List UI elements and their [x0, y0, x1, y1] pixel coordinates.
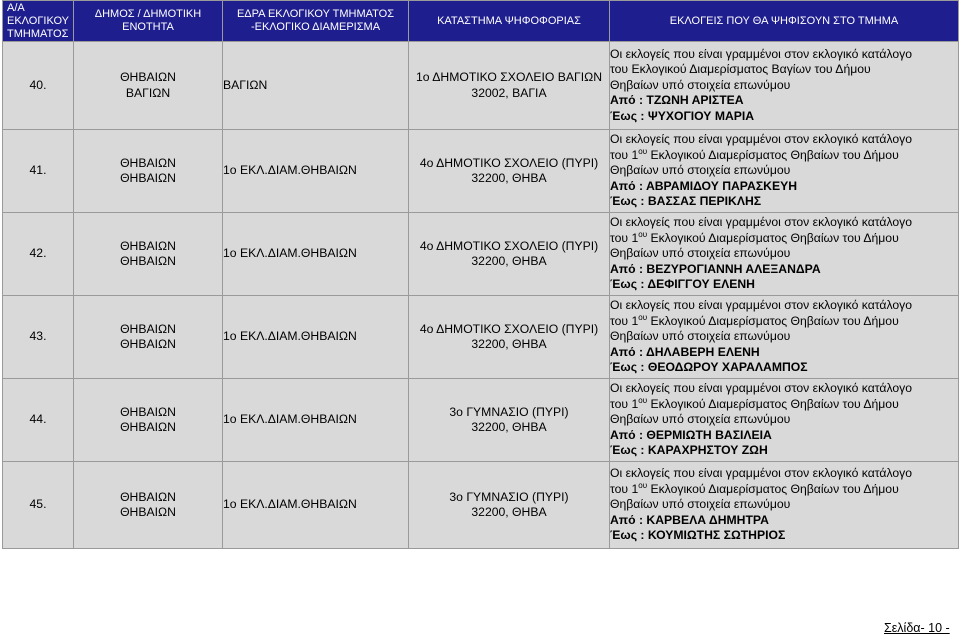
voters-line2-start: του 1	[610, 396, 639, 411]
electoral-seat: 1ο ΕΚΛ.ΔΙΑΜ.ΘΗΒΑΙΩΝ	[223, 497, 357, 512]
municipality-name: ΘΗΒΑΙΩΝ	[120, 155, 176, 170]
polling-station-cell	[409, 379, 610, 462]
header-voters: ΕΚΛΟΓΕΙΣ ΠΟΥ ΘΑ ΨΗΦΙΣΟΥΝ ΣΤΟ ΤΜΗΜΑ	[610, 1, 959, 42]
voters-line2-end: Εκλογικού Διαμερίσματος Θηβαίων του Δήμου	[647, 230, 899, 245]
voters-description-line3: Θηβαίων υπό στοιχεία επωνύμου	[610, 163, 791, 178]
electoral-seat: 1ο ΕΚΛ.ΔΙΑΜ.ΘΗΒΑΙΩΝ	[223, 246, 357, 261]
municipality-cell	[74, 42, 223, 130]
electoral-seat-cell	[223, 379, 409, 462]
electoral-seat-cell	[223, 130, 409, 213]
voters-description-line3: Θηβαίων υπό στοιχεία επωνύμου	[610, 77, 791, 92]
header-station: ΚΑΤΑΣΤΗΜΑ ΨΗΦΟΦΟΡΙΑΣ	[409, 1, 610, 42]
row-number-text: 41.	[29, 163, 47, 178]
municipal-unit-name: ΘΗΒΑΙΩΝ	[120, 420, 176, 434]
electoral-seat-cell	[223, 42, 409, 130]
municipality-cell	[74, 462, 223, 549]
header-index: Α/Α ΕΚΛΟΓΙΚΟΥ ΤΜΗΜΑΤΟΣ	[3, 1, 74, 42]
page-number: - 10 -	[920, 621, 950, 635]
table-row	[3, 296, 959, 379]
voters-description-line2	[610, 62, 958, 78]
row-number-text: 40.	[29, 77, 47, 92]
polling-station-address: 32200, ΘΗΒΑ	[471, 171, 547, 185]
municipality-name: ΘΗΒΑΙΩΝ	[120, 489, 176, 504]
municipality-name: ΘΗΒΑΙΩΝ	[120, 321, 176, 336]
polling-station-cell	[409, 130, 610, 213]
header-municipality: ΔΗΜΟΣ / ΔΗΜΟΤΙΚΗ ΕΝΟΤΗΤΑ	[74, 1, 223, 42]
voters-line2-start: του 1	[610, 147, 639, 162]
polling-station-name: 4ο ΔΗΜΟΤΙΚΟ ΣΧΟΛΕΙΟ (ΠΥΡΙ)	[419, 321, 599, 336]
polling-station-address: 32002, ΒΑΓΙΑ	[471, 85, 547, 100]
table-row	[3, 462, 959, 549]
polling-station-address: 32200, ΘΗΒΑ	[471, 505, 547, 519]
voters-from-surname: Από : ΔΗΛΑΒΕΡΗ ΕΛΕΝΗ	[610, 344, 760, 359]
ordinal-suffix: ου	[638, 480, 648, 490]
voters-description-line1: Οι εκλογείς που είναι γραμμένοι στον εκλογικό κατάλογο	[610, 466, 913, 481]
table-row	[3, 213, 959, 296]
row-number	[3, 462, 74, 549]
row-number-text: 44.	[29, 412, 47, 427]
voters-cell	[610, 213, 959, 296]
polling-station-cell	[409, 42, 610, 130]
polling-station-cell	[409, 462, 610, 549]
voters-description-line1: Οι εκλογείς που είναι γραμμένοι στον εκλογικό κατάλογο	[610, 381, 913, 396]
voters-from-surname: Από : ΒΕΖΥΡΟΓΙΑΝΝΗ ΑΛΕΞΑΝΔΡΑ	[610, 261, 821, 276]
voters-description-line1: Οι εκλογείς που είναι γραμμένοι στον εκλογικό κατάλογο	[610, 215, 913, 230]
voters-cell	[610, 42, 959, 130]
row-number	[3, 296, 74, 379]
municipality-name: ΘΗΒΑΙΩΝ	[120, 238, 176, 253]
row-number-text: 43.	[29, 329, 47, 344]
municipal-unit-name: ΘΗΒΑΙΩΝ	[120, 337, 176, 351]
voters-to-surname: Έως : ΚΟΥΜΙΩΤΗΣ ΣΩΤΗΡΙΟΣ	[610, 528, 786, 543]
electoral-seat: 1ο ΕΚΛ.ΔΙΑΜ.ΘΗΒΑΙΩΝ	[223, 412, 357, 427]
page-label: Σελίδα	[884, 621, 921, 635]
voters-line2-start: του 1	[610, 313, 639, 328]
polling-station-name: 1ο ΔΗΜΟΤΙΚΟ ΣΧΟΛΕΙΟ ΒΑΓΙΩΝ	[415, 70, 602, 84]
polling-station-address: 32200, ΘΗΒΑ	[471, 420, 547, 434]
polling-station-name: 4ο ΔΗΜΟΤΙΚΟ ΣΧΟΛΕΙΟ (ΠΥΡΙ)	[419, 238, 599, 253]
voters-line2-start: του 1	[610, 230, 639, 245]
voters-description-line1: Οι εκλογείς που είναι γραμμένοι στον εκλογικό κατάλογο	[610, 132, 913, 147]
polling-station-address: 32200, ΘΗΒΑ	[471, 337, 547, 351]
municipality-cell	[74, 379, 223, 462]
ordinal-suffix: ου	[638, 146, 648, 156]
row-number	[3, 213, 74, 296]
electoral-seat: 1ο ΕΚΛ.ΔΙΑΜ.ΘΗΒΑΙΩΝ	[223, 329, 357, 344]
table-row	[3, 42, 959, 130]
row-number	[3, 379, 74, 462]
voters-cell	[610, 462, 959, 549]
electoral-seat: ΒΑΓΙΩΝ	[223, 77, 268, 92]
polling-station-cell	[409, 213, 610, 296]
row-number	[3, 130, 74, 213]
municipal-unit-name: ΒΑΓΙΩΝ	[125, 85, 171, 100]
voters-line2-end: Εκλογικού Διαμερίσματος Θηβαίων του Δήμου	[647, 396, 899, 411]
municipality-name: ΘΗΒΑΙΩΝ	[120, 404, 176, 419]
voters-from-surname: Από : ΤΖΩΝΗ ΑΡΙΣΤΕΑ	[610, 93, 744, 108]
voters-description-line2	[610, 482, 958, 498]
ordinal-suffix: ου	[638, 229, 648, 239]
polling-stations-table	[2, 0, 959, 549]
electoral-seat-cell	[223, 296, 409, 379]
voters-description-line1: Οι εκλογείς που είναι γραμμένοι στον εκλογικό κατάλογο	[610, 298, 913, 313]
voters-from-surname: Από : ΘΕΡΜΙΩΤΗ ΒΑΣΙΛΕΙΑ	[610, 427, 772, 442]
polling-station-name: 3ο ΓΥΜΝΑΣΙΟ (ΠΥΡΙ)	[449, 404, 569, 419]
ordinal-suffix: ου	[638, 395, 648, 405]
voters-description-line2	[610, 314, 958, 330]
voters-to-surname: Έως : ΒΑΣΣΑΣ ΠΕΡΙΚΛΗΣ	[610, 194, 762, 209]
polling-station-name: 3ο ΓΥΜΝΑΣΙΟ (ΠΥΡΙ)	[449, 489, 569, 504]
voters-from-surname: Από : ΚΑΡΒΕΛΑ ΔΗΜΗΤΡΑ	[610, 512, 769, 527]
polling-station-address: 32200, ΘΗΒΑ	[471, 254, 547, 268]
voters-cell	[610, 379, 959, 462]
table-row	[3, 130, 959, 213]
voters-description-line2	[610, 397, 958, 413]
voters-to-surname: Έως : ΔΕΦΙΓΓΟΥ ΕΛΕΝΗ	[610, 277, 755, 292]
row-number	[3, 42, 74, 130]
row-number-text: 45.	[29, 497, 47, 512]
ordinal-suffix: ου	[638, 312, 648, 322]
voters-description-line3: Θηβαίων υπό στοιχεία επωνύμου	[610, 246, 791, 261]
voters-line2-start: του 1	[610, 481, 639, 496]
page-footer	[884, 621, 950, 635]
voters-cell	[610, 130, 959, 213]
municipal-unit-name: ΘΗΒΑΙΩΝ	[120, 505, 176, 519]
voters-cell	[610, 296, 959, 379]
municipal-unit-name: ΘΗΒΑΙΩΝ	[120, 254, 176, 268]
voters-description-line2	[610, 231, 958, 247]
polling-station-name: 4ο ΔΗΜΟΤΙΚΟ ΣΧΟΛΕΙΟ (ΠΥΡΙ)	[419, 155, 599, 170]
voters-description-line3: Θηβαίων υπό στοιχεία επωνύμου	[610, 497, 791, 512]
electoral-seat-cell	[223, 462, 409, 549]
polling-station-cell	[409, 296, 610, 379]
table-header-row	[3, 1, 959, 42]
electoral-seat-cell	[223, 213, 409, 296]
municipality-cell	[74, 130, 223, 213]
voters-description-line3: Θηβαίων υπό στοιχεία επωνύμου	[610, 329, 791, 344]
table-row	[3, 379, 959, 462]
header-seat: ΕΔΡΑ ΕΚΛΟΓΙΚΟΥ ΤΜΗΜΑΤΟΣ -ΕΚΛΟΓΙΚΟ ΔΙΑΜΕΡΙΣΜΑ	[223, 1, 409, 42]
row-number-text: 42.	[29, 246, 47, 261]
voters-description-line1: Οι εκλογείς που είναι γραμμένοι στον εκλογικό κατάλογο	[610, 46, 913, 61]
voters-to-surname: Έως : ΚΑΡΑΧΡΗΣΤΟΥ ΖΩΗ	[610, 443, 768, 458]
voters-line2-end: Εκλογικού Διαμερίσματος Θηβαίων του Δήμου	[647, 147, 899, 162]
voters-description-line2	[610, 148, 958, 164]
electoral-seat: 1ο ΕΚΛ.ΔΙΑΜ.ΘΗΒΑΙΩΝ	[223, 163, 357, 178]
voters-line2-end: Εκλογικού Διαμερίσματος Θηβαίων του Δήμου	[647, 481, 899, 496]
municipality-cell	[74, 213, 223, 296]
voters-from-surname: Από : ΑΒΡΑΜΙΔΟΥ ΠΑΡΑΣΚΕΥΗ	[610, 178, 798, 193]
municipality-cell	[74, 296, 223, 379]
voters-to-surname: Έως : ΘΕΟΔΩΡΟΥ ΧΑΡΑΛΑΜΠΟΣ	[610, 360, 808, 375]
voters-line2-start: του Εκλογικού Διαμερίσματος Βαγίων του Δήμου	[610, 62, 871, 77]
voters-to-surname: Έως : ΨΥΧΟΓΙΟΥ ΜΑΡΙΑ	[610, 108, 755, 123]
voters-description-line3: Θηβαίων υπό στοιχεία επωνύμου	[610, 412, 791, 427]
voters-line2-end: Εκλογικού Διαμερίσματος Θηβαίων του Δήμου	[647, 313, 899, 328]
municipal-unit-name: ΘΗΒΑΙΩΝ	[120, 171, 176, 185]
municipality-name: ΘΗΒΑΙΩΝ	[120, 70, 176, 84]
